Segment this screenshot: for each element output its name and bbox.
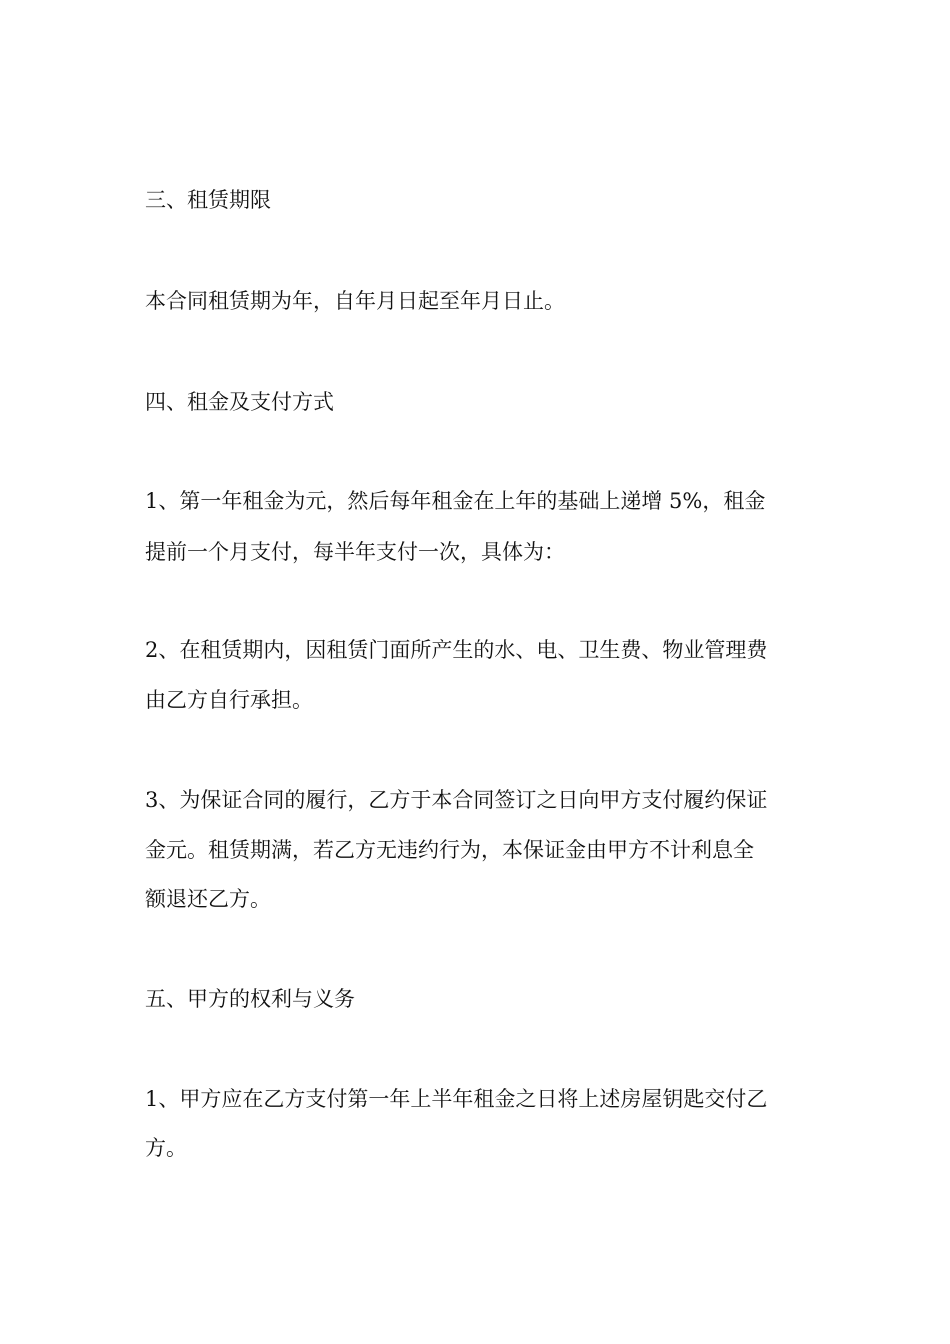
section-4-item-1-line-1: 1、第一年租金为元，然后每年租金在上年的基础上递增 5%，租金 [145,489,766,513]
section-4-item-1-line-2: 提前一个月支付，每半年支付一次，具体为： [145,540,565,564]
section-4-item-3-line-3: 额退还乙方。 [145,887,271,911]
section-4-item-2-line-2: 由乙方自行承担。 [145,688,313,712]
section-3-body: 本合同租赁期为年，自年月日起至年月日止。 [145,289,565,313]
section-4-item-3-line-1: 3、为保证合同的履行，乙方于本合同签订之日向甲方支付履约保证 [145,788,768,812]
section-4-item-2-line-1: 2、在租赁期内，因租赁门面所产生的水、电、卫生费、物业管理费 [145,638,768,662]
section-3-heading: 三、租赁期限 [145,188,271,212]
section-4-item-3-line-2: 金元。租赁期满，若乙方无违约行为，本保证金由甲方不计利息全 [145,838,754,862]
section-5-item-1-line-2: 方。 [145,1136,187,1160]
section-5-heading: 五、甲方的权利与义务 [145,987,355,1011]
section-4-heading: 四、租金及支付方式 [145,390,334,414]
section-5-item-1-line-1: 1、甲方应在乙方支付第一年上半年租金之日将上述房屋钥匙交付乙 [145,1087,768,1111]
